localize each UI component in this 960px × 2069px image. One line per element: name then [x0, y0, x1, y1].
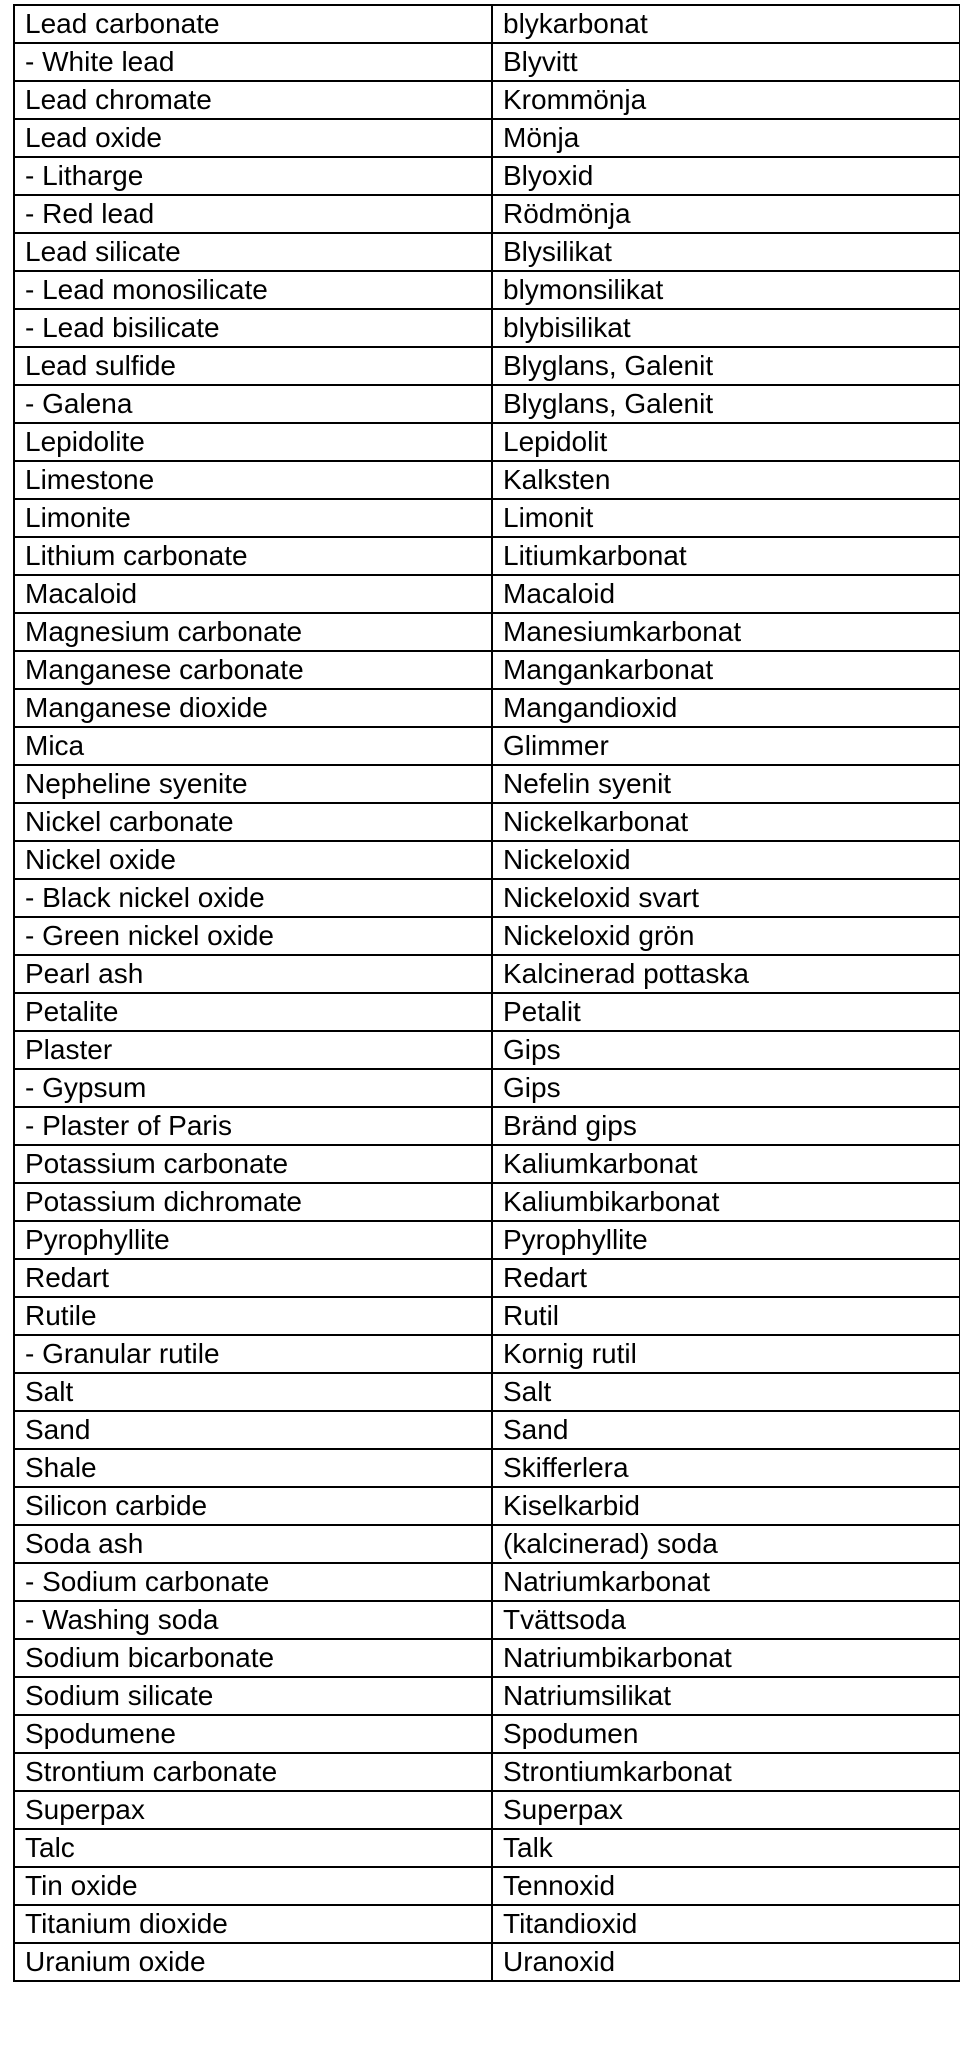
table-row [14, 1449, 960, 1487]
swedish-term-cell: Sand [492, 1411, 960, 1449]
swedish-term-cell: blymonsilikat [492, 271, 960, 309]
english-term-cell: - Plaster of Paris [14, 1107, 492, 1145]
english-term-cell: Sodium bicarbonate [14, 1639, 492, 1677]
english-term-cell: Talc [14, 1829, 492, 1867]
english-term-cell: Salt [14, 1373, 492, 1411]
table-row [14, 1791, 960, 1829]
english-term-cell: - Green nickel oxide [14, 917, 492, 955]
english-term-cell: Pyrophyllite [14, 1221, 492, 1259]
swedish-term-cell: Gips [492, 1031, 960, 1069]
table-row [14, 1563, 960, 1601]
swedish-term-cell: Mangandioxid [492, 689, 960, 727]
english-term-cell: Macaloid [14, 575, 492, 613]
table-row [14, 1335, 960, 1373]
english-term-cell: - Lead monosilicate [14, 271, 492, 309]
swedish-term-cell: Nickeloxid [492, 841, 960, 879]
swedish-term-cell: Rödmönja [492, 195, 960, 233]
english-term-cell: Shale [14, 1449, 492, 1487]
swedish-term-cell: Kaliumbikarbonat [492, 1183, 960, 1221]
table-row [14, 1601, 960, 1639]
glossary-table [13, 4, 960, 1982]
english-term-cell: - Lead bisilicate [14, 309, 492, 347]
table-row [14, 461, 960, 499]
english-term-cell: - Litharge [14, 157, 492, 195]
english-term-cell: Mica [14, 727, 492, 765]
swedish-term-cell: Redart [492, 1259, 960, 1297]
table-row [14, 613, 960, 651]
swedish-term-cell: Glimmer [492, 727, 960, 765]
swedish-term-cell: Macaloid [492, 575, 960, 613]
english-term-cell: Nickel oxide [14, 841, 492, 879]
table-row [14, 727, 960, 765]
english-term-cell: Sodium silicate [14, 1677, 492, 1715]
english-term-cell: Redart [14, 1259, 492, 1297]
english-term-cell: Manganese carbonate [14, 651, 492, 689]
swedish-term-cell: Kornig rutil [492, 1335, 960, 1373]
swedish-term-cell: Limonit [492, 499, 960, 537]
table-row [14, 575, 960, 613]
table-row [14, 841, 960, 879]
swedish-term-cell: Nickeloxid grön [492, 917, 960, 955]
swedish-term-cell: Bränd gips [492, 1107, 960, 1145]
swedish-term-cell: Pyrophyllite [492, 1221, 960, 1259]
english-term-cell: Manganese dioxide [14, 689, 492, 727]
english-term-cell: Tin oxide [14, 1867, 492, 1905]
swedish-term-cell: Kalcinerad pottaska [492, 955, 960, 993]
english-term-cell: - Gypsum [14, 1069, 492, 1107]
english-term-cell: Titanium dioxide [14, 1905, 492, 1943]
table-row [14, 917, 960, 955]
english-term-cell: Nickel carbonate [14, 803, 492, 841]
table-row [14, 1943, 960, 1981]
swedish-term-cell: Nickeloxid svart [492, 879, 960, 917]
swedish-term-cell: Natriumbikarbonat [492, 1639, 960, 1677]
english-term-cell: Sand [14, 1411, 492, 1449]
table-row [14, 537, 960, 575]
swedish-term-cell: Litiumkarbonat [492, 537, 960, 575]
swedish-term-cell: Nefelin syenit [492, 765, 960, 803]
table-row [14, 879, 960, 917]
table-row [14, 1297, 960, 1335]
swedish-term-cell: Skifferlera [492, 1449, 960, 1487]
table-row [14, 1221, 960, 1259]
swedish-term-cell: Superpax [492, 1791, 960, 1829]
english-term-cell: Rutile [14, 1297, 492, 1335]
table-row [14, 1829, 960, 1867]
swedish-term-cell: Tennoxid [492, 1867, 960, 1905]
english-term-cell: Potassium carbonate [14, 1145, 492, 1183]
swedish-term-cell: Gips [492, 1069, 960, 1107]
english-term-cell: Limestone [14, 461, 492, 499]
english-term-cell: Lead chromate [14, 81, 492, 119]
swedish-term-cell: Natriumkarbonat [492, 1563, 960, 1601]
swedish-term-cell: Natriumsilikat [492, 1677, 960, 1715]
swedish-term-cell: Blyglans, Galenit [492, 385, 960, 423]
table-row [14, 1715, 960, 1753]
table-row [14, 233, 960, 271]
english-term-cell: - Washing soda [14, 1601, 492, 1639]
table-row [14, 689, 960, 727]
table-row [14, 1373, 960, 1411]
swedish-term-cell: Nickelkarbonat [492, 803, 960, 841]
swedish-term-cell: Mönja [492, 119, 960, 157]
table-row [14, 309, 960, 347]
english-term-cell: Lithium carbonate [14, 537, 492, 575]
swedish-term-cell: Blysilikat [492, 233, 960, 271]
english-term-cell: Strontium carbonate [14, 1753, 492, 1791]
table-row [14, 955, 960, 993]
table-row [14, 499, 960, 537]
table-row [14, 1411, 960, 1449]
swedish-term-cell: (kalcinerad) soda [492, 1525, 960, 1563]
english-term-cell: Lead carbonate [14, 5, 492, 43]
table-row [14, 347, 960, 385]
swedish-term-cell: Rutil [492, 1297, 960, 1335]
english-term-cell: Lead silicate [14, 233, 492, 271]
swedish-term-cell: Blyvitt [492, 43, 960, 81]
swedish-term-cell: Tvättsoda [492, 1601, 960, 1639]
english-term-cell: - White lead [14, 43, 492, 81]
swedish-term-cell: Spodumen [492, 1715, 960, 1753]
table-row [14, 1677, 960, 1715]
table-row [14, 1639, 960, 1677]
english-term-cell: Soda ash [14, 1525, 492, 1563]
english-term-cell: Lepidolite [14, 423, 492, 461]
swedish-term-cell: Blyoxid [492, 157, 960, 195]
english-term-cell: Uranium oxide [14, 1943, 492, 1981]
table-row [14, 1107, 960, 1145]
swedish-term-cell: Blyglans, Galenit [492, 347, 960, 385]
table-row [14, 5, 960, 43]
english-term-cell: Petalite [14, 993, 492, 1031]
swedish-term-cell: Kalksten [492, 461, 960, 499]
table-row [14, 1905, 960, 1943]
table-row [14, 1525, 960, 1563]
english-term-cell: Pearl ash [14, 955, 492, 993]
swedish-term-cell: blybisilikat [492, 309, 960, 347]
glossary-table-body [14, 5, 960, 1981]
table-row [14, 195, 960, 233]
table-row [14, 1069, 960, 1107]
table-row [14, 81, 960, 119]
table-row [14, 651, 960, 689]
swedish-term-cell: blykarbonat [492, 5, 960, 43]
swedish-term-cell: Uranoxid [492, 1943, 960, 1981]
swedish-term-cell: Salt [492, 1373, 960, 1411]
table-row [14, 385, 960, 423]
english-term-cell: Silicon carbide [14, 1487, 492, 1525]
swedish-term-cell: Kiselkarbid [492, 1487, 960, 1525]
table-row [14, 1259, 960, 1297]
english-term-cell: Nepheline syenite [14, 765, 492, 803]
swedish-term-cell: Kaliumkarbonat [492, 1145, 960, 1183]
english-term-cell: Lead oxide [14, 119, 492, 157]
swedish-term-cell: Strontiumkarbonat [492, 1753, 960, 1791]
swedish-term-cell: Talk [492, 1829, 960, 1867]
swedish-term-cell: Manesiumkarbonat [492, 613, 960, 651]
table-row [14, 119, 960, 157]
swedish-term-cell: Lepidolit [492, 423, 960, 461]
table-row [14, 803, 960, 841]
english-term-cell: - Galena [14, 385, 492, 423]
table-row [14, 1183, 960, 1221]
swedish-term-cell: Mangankarbonat [492, 651, 960, 689]
english-term-cell: - Granular rutile [14, 1335, 492, 1373]
english-term-cell: Limonite [14, 499, 492, 537]
table-row [14, 765, 960, 803]
table-row [14, 1145, 960, 1183]
english-term-cell: Magnesium carbonate [14, 613, 492, 651]
table-row [14, 1867, 960, 1905]
english-term-cell: - Red lead [14, 195, 492, 233]
english-term-cell: Plaster [14, 1031, 492, 1069]
table-row [14, 157, 960, 195]
table-row [14, 1487, 960, 1525]
table-row [14, 271, 960, 309]
swedish-term-cell: Titandioxid [492, 1905, 960, 1943]
table-row [14, 993, 960, 1031]
swedish-term-cell: Krommönja [492, 81, 960, 119]
table-row [14, 423, 960, 461]
english-term-cell: Potassium dichromate [14, 1183, 492, 1221]
table-row [14, 43, 960, 81]
english-term-cell: Spodumene [14, 1715, 492, 1753]
swedish-term-cell: Petalit [492, 993, 960, 1031]
table-row [14, 1031, 960, 1069]
english-term-cell: Lead sulfide [14, 347, 492, 385]
table-row [14, 1753, 960, 1791]
english-term-cell: - Black nickel oxide [14, 879, 492, 917]
english-term-cell: Superpax [14, 1791, 492, 1829]
english-term-cell: - Sodium carbonate [14, 1563, 492, 1601]
